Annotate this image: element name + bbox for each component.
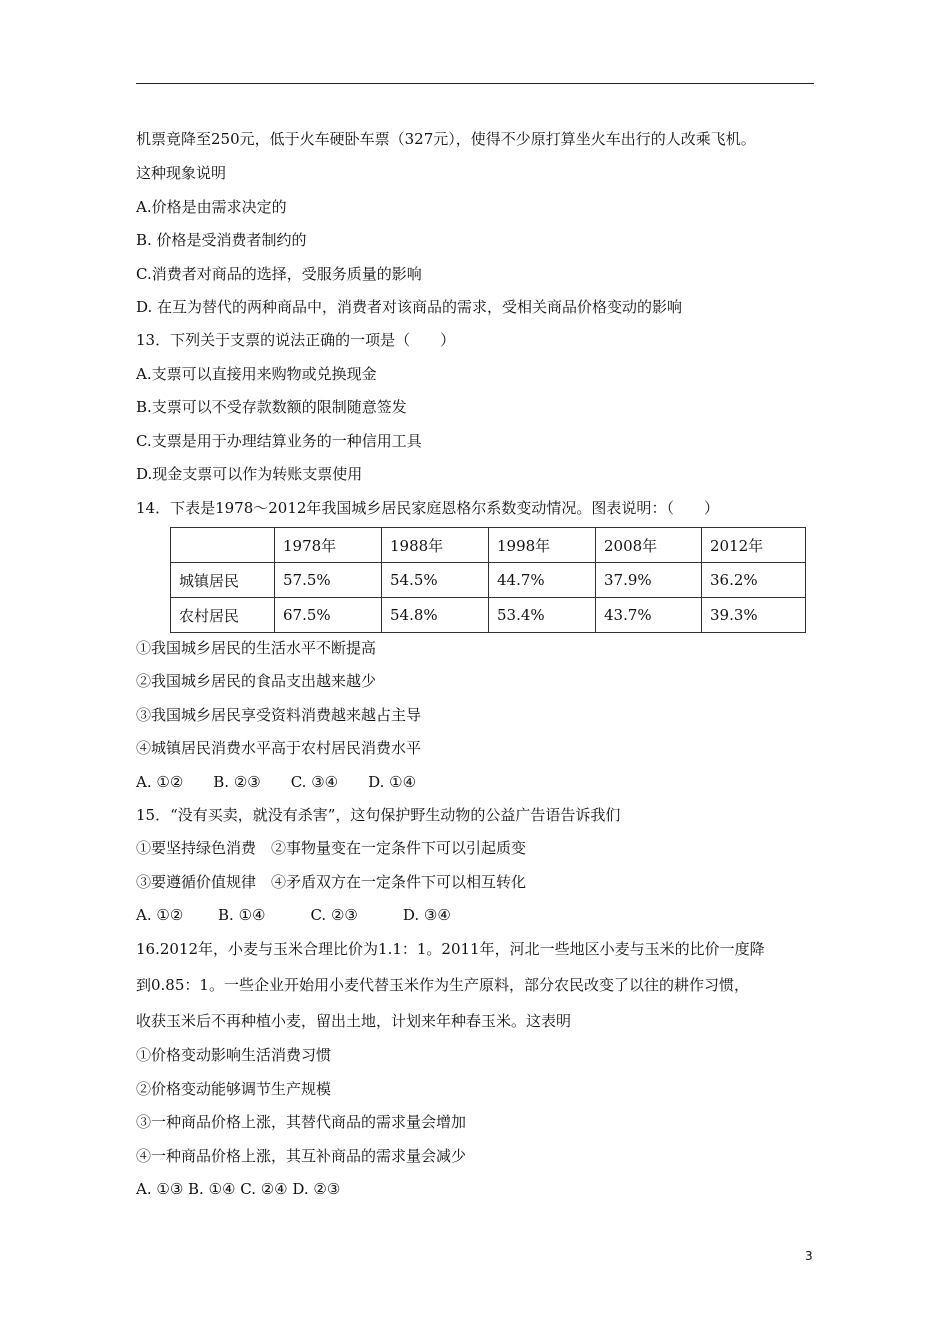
- table-cell: 36.2%: [702, 563, 806, 598]
- table-cell: 57.5%: [275, 563, 382, 598]
- question-14: 14．下表是1978～2012年我国城乡居民家庭恩格尔系数变动情况。图表说明：（ ）: [136, 499, 719, 517]
- option-line: C.消费者对商品的选择，受服务质量的影响: [136, 265, 422, 283]
- option-line: A.支票可以直接用来购物或兑换现金: [136, 365, 377, 383]
- table-cell: 城镇居民: [171, 563, 275, 598]
- text-line: 到0.85：1。一些企业开始用小麦代替玉米作为生产原料，部分农民改变了以往的耕作习惯，: [136, 976, 749, 994]
- table-cell: 39.3%: [702, 598, 806, 633]
- table-cell: 2008年: [596, 528, 702, 563]
- statement-line: ①价格变动影响生活消费习惯: [136, 1046, 332, 1064]
- question-15: 15．“没有买卖，就没有杀害”，这句保护野生动物的公益广告语告诉我们: [136, 806, 621, 824]
- statement-line: ②价格变动能够调节生产规模: [136, 1080, 332, 1098]
- header-rule: [136, 83, 814, 84]
- table-cell: 1978年: [275, 528, 382, 563]
- text-line: 收获玉米后不再种植小麦，留出土地，计划来年种春玉米。这表明: [136, 1012, 572, 1030]
- answer-options: A. ①③ B. ①④ C. ②④ D. ②③: [136, 1180, 341, 1198]
- statement-line: ③一种商品价格上涨，其替代商品的需求量会增加: [136, 1113, 467, 1131]
- statement-line: ④城镇居民消费水平高于农村居民消费水平: [136, 739, 422, 757]
- table-cell: 2012年: [702, 528, 806, 563]
- table-header-row: [171, 528, 806, 563]
- option-line: A.价格是由需求决定的: [136, 198, 287, 216]
- statement-line: ②我国城乡居民的食品支出越来越少: [136, 672, 377, 690]
- table-cell: 农村居民: [171, 598, 275, 633]
- option-line: D. 在互为替代的两种商品中，消费者对该商品的需求，受相关商品价格变动的影响: [136, 298, 683, 316]
- table-cell: 67.5%: [275, 598, 382, 633]
- table-row: [171, 563, 806, 598]
- answer-options: A. ①② B. ②③ C. ③④ D. ①④: [136, 773, 417, 791]
- table-cell: 54.5%: [382, 563, 489, 598]
- table-cell: 37.9%: [596, 563, 702, 598]
- question-16: 16.2012年，小麦与玉米合理比价为1.1：1。2011年，河北一些地区小麦与玉米的比价一度降: [136, 940, 765, 958]
- table-cell: 43.7%: [596, 598, 702, 633]
- statement-line: ③要遵循价值规律 ④矛盾双方在一定条件下可以相互转化: [136, 873, 527, 891]
- statement-line: ③我国城乡居民享受资料消费越来越占主导: [136, 706, 422, 724]
- table-cell: 53.4%: [489, 598, 596, 633]
- engel-coefficient-table: [170, 527, 806, 633]
- page-number: 3: [805, 1249, 813, 1263]
- table-cell: 1998年: [489, 528, 596, 563]
- option-line: C.支票是用于办理结算业务的一种信用工具: [136, 432, 422, 450]
- text-line: 机票竟降至250元，低于火车硬卧车票（327元），使得不少原打算坐火车出行的人改乘飞机。: [136, 130, 756, 148]
- option-line: B.支票可以不受存款数额的限制随意签发: [136, 398, 407, 416]
- answer-options: A. ①② B. ①④ C. ②③ D. ③④: [136, 906, 451, 924]
- table-cell: 54.8%: [382, 598, 489, 633]
- option-line: B. 价格是受消费者制约的: [136, 231, 307, 249]
- question-13: 13．下列关于支票的说法正确的一项是（ ）: [136, 331, 456, 349]
- statement-line: ④一种商品价格上涨，其互补商品的需求量会减少: [136, 1147, 467, 1165]
- option-line: D.现金支票可以作为转账支票使用: [136, 465, 363, 483]
- table-cell: [171, 528, 275, 563]
- text-line: 这种现象说明: [136, 164, 227, 182]
- statement-line: ①要坚持绿色消费 ②事物量变在一定条件下可以引起质变: [136, 839, 527, 857]
- table-cell: 1988年: [382, 528, 489, 563]
- table-cell: 44.7%: [489, 563, 596, 598]
- statement-line: ①我国城乡居民的生活水平不断提高: [136, 639, 377, 657]
- table-row: [171, 598, 806, 633]
